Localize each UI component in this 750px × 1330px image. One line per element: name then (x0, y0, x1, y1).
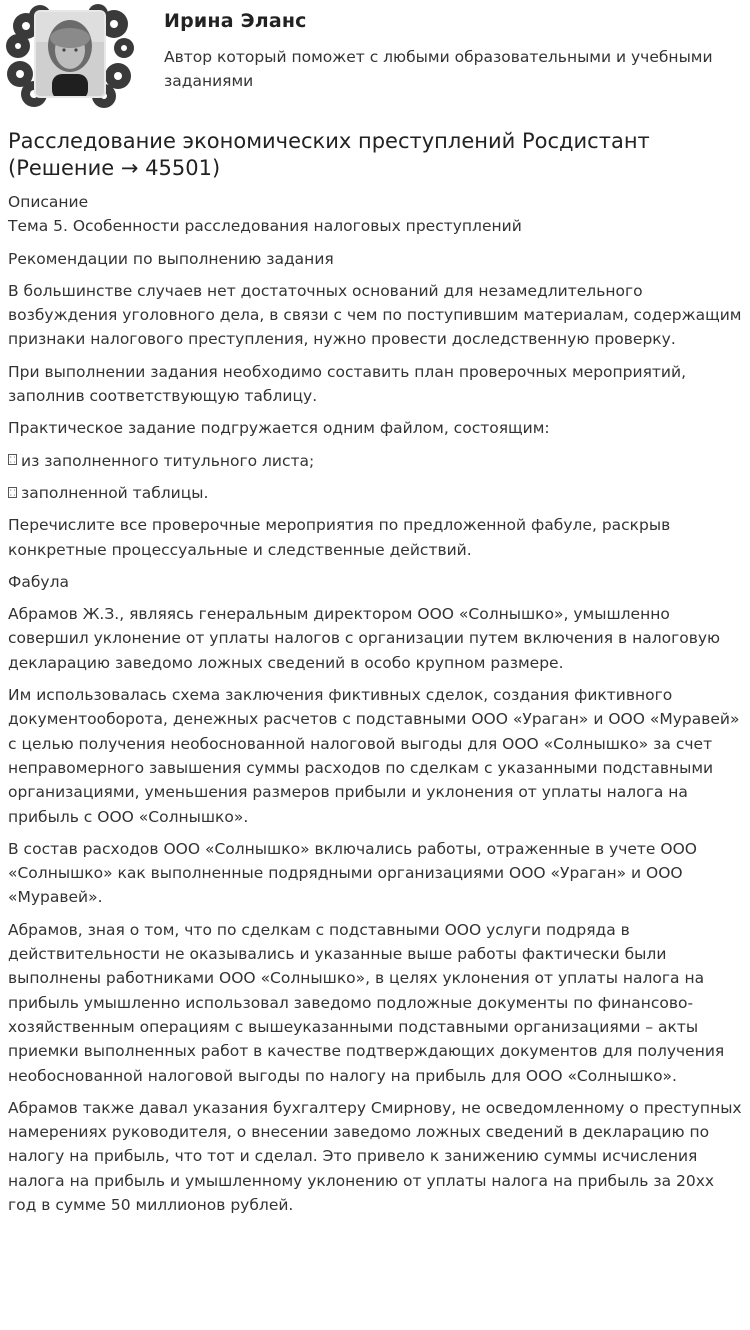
paragraph: При выполнении задания необходимо составить план проверочных мероприятий, заполнив соответствующую таблицу. (8, 362, 687, 406)
avatar (6, 4, 134, 112)
recommendations-heading: Рекомендации по выполнению задания (8, 249, 334, 268)
instruction-text: Перечислите все проверочные мероприятия по предложенной фабуле, раскрыв конкретные процессуальные и следственные действий. (8, 516, 671, 559)
bullet-icon: ·· ·· (9, 454, 17, 467)
article-content (8, 128, 746, 1225)
author-block (0, 0, 750, 118)
bullet-icon: ·· ·· (9, 486, 17, 499)
list-item-text: из заполненного титульного листа; (21, 451, 315, 470)
fabula-paragraph: Абрамов Ж.З., являясь генеральным директором ООО «Солнышко», умышленно совершил уклонение от уплаты налогов с организации путем включения в налоговую декларацию заведомо ложных сведений в особо крупном размере. (8, 605, 721, 672)
list-item (8, 449, 746, 473)
topic-text: Тема 5. Особенности расследования налоговых преступлений (8, 217, 522, 236)
author-name: Ирина Эланс (164, 10, 307, 32)
list-item (8, 481, 746, 505)
page-title: Расследование экономических преступлений Росдистант (Решение → 45501) (8, 129, 650, 180)
fabula-paragraph: Абрамов также давал указания бухгалтеру Смирнову, не осведомленному о преступных намерениях руководителя, о внесении заведомо ложных сведений в декларацию по налогу на прибыль, что тот и сделал. Это привело к занижению суммы исчисления налога на прибыль и умышленному уклонению от уплаты налога на прибыль за 20хх год в сумме 50 миллионов рублей. (8, 1098, 742, 1214)
fabula-paragraph: Им использовалась схема заключения фиктивных сделок, создания фиктивного документооборота, денежных расчетов с подставными ООО «Ураган» и ООО «Муравей» с целью получения необоснованной налоговой выгоды для ООО «Солнышко» за счет неправомерного завышения суммы расходов по сделкам с указанными подставными организациями, уменьшения размеров прибыли и уклонения от уплаты налога на прибыль с ООО «Солнышко». (8, 686, 740, 826)
fabula-heading: Фабула (8, 572, 69, 591)
fabula-paragraph: В состав расходов ООО «Солнышко» включались работы, отраженные в учете ООО «Солнышко» как выполненные подрядными организациями ООО «Ураган» и ООО «Муравей». (8, 839, 698, 907)
section-label: Описание (8, 193, 89, 211)
fabula-paragraph: Абрамов, зная о том, что по сделкам с подставными ООО услуги подряда в действительности не оказывались и указанные выше работы фактически были выполнены работниками ООО «Солнышко», в целях уклонения от уплаты налога на прибыль умышленно использовал заведомо подложные документы по финансово-хозяйственным операциям с вышеуказанными подставными организациями – акты приемки выполненных работ в качестве подтверждающих документов для получения необоснованной налоговой выгоды по налогу на прибыль для ООО «Солнышко». (8, 920, 725, 1085)
avatar-image (6, 4, 134, 112)
list-item-text: заполненной таблицы. (21, 483, 209, 502)
paragraph: Практическое задание подгружается одним файлом, состоящим: (8, 419, 550, 438)
author-description: Автор который поможет с любыми образовательными и учебными заданиями (164, 48, 713, 90)
paragraph: В большинстве случаев нет достаточных оснований для незамедлительного возбуждения уголовного дела, в связи с чем по поступившим материалам, содержащим признаки налогового преступления, нужно провести доследственную проверку. (8, 281, 742, 349)
